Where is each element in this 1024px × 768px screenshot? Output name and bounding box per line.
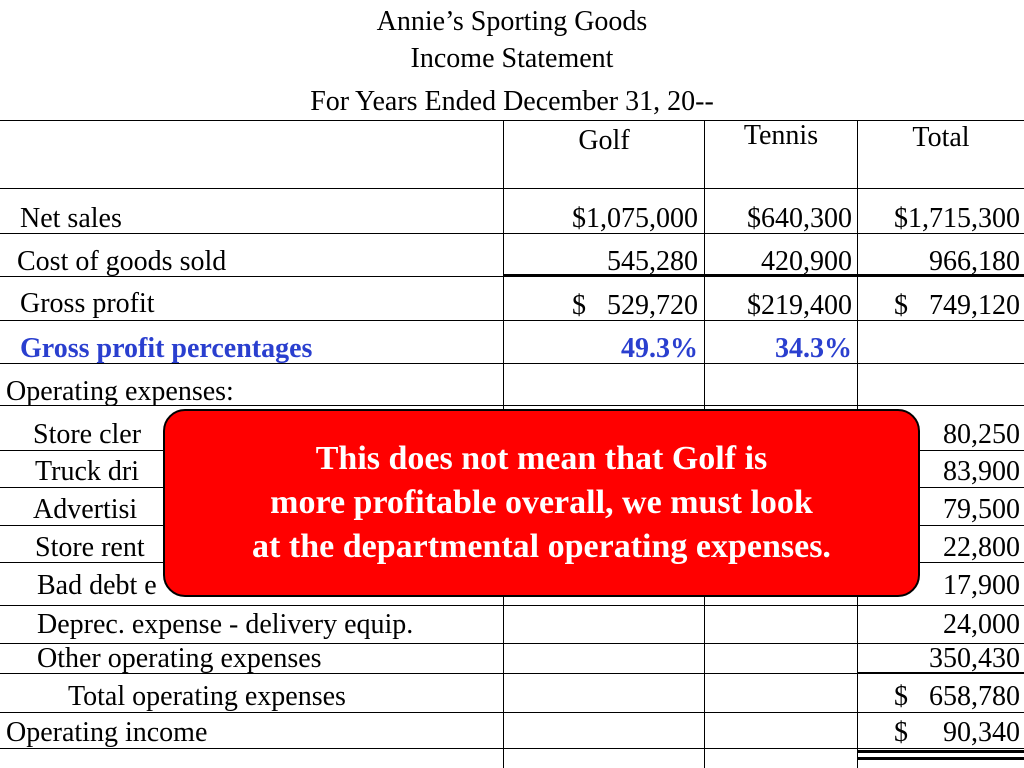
net-sales-total: $1,715,300 — [894, 203, 1020, 234]
company-name: Annie’s Sporting Goods — [376, 6, 648, 37]
row-label-other-operating-expenses: Other operating expenses — [37, 643, 322, 674]
row-label-operating-expenses: Operating expenses: — [6, 376, 234, 407]
other-operating-expenses-total: 350,430 — [929, 643, 1020, 674]
row-label-depreciation: Deprec. expense - delivery equip. — [37, 609, 414, 640]
cogs-tennis: 420,900 — [761, 246, 852, 277]
total-operating-expenses-total: $ 658,780 — [894, 681, 1020, 712]
column-header-tennis: Tennis — [743, 120, 819, 151]
row-label-advertising: Advertisi — [33, 494, 138, 525]
row-divider — [0, 605, 1024, 606]
row-label-cogs: Cost of goods sold — [17, 246, 227, 277]
bad-debt-total: 17,900 — [943, 570, 1020, 601]
row-label-operating-income: Operating income — [6, 717, 208, 748]
table-top-border — [0, 120, 1024, 121]
truck-drivers-total: 83,900 — [943, 456, 1020, 487]
store-clerks-total: 80,250 — [943, 419, 1020, 450]
row-label-gross-profit: Gross profit — [20, 288, 155, 319]
cogs-golf: 545,280 — [607, 246, 698, 277]
row-label-net-sales: Net sales — [20, 203, 122, 234]
row-label-gross-profit-percentages: Gross profit percentages — [20, 333, 313, 364]
row-label-store-clerks: Store cler — [33, 419, 142, 450]
row-label-total-operating-expenses: Total operating expenses — [68, 681, 346, 712]
store-rent-total: 22,800 — [943, 532, 1020, 563]
column-header-total: Total — [912, 122, 970, 153]
row-label-store-rent: Store rent — [35, 532, 145, 563]
double-underline — [858, 757, 1024, 760]
advertising-total: 79,500 — [943, 494, 1020, 525]
cogs-total: 966,180 — [929, 246, 1020, 277]
gross-profit-tennis: $219,400 — [747, 290, 852, 321]
callout-line: This does not mean that Golf is — [315, 440, 768, 477]
statement-period: For Years Ended December 31, 20-- — [310, 86, 714, 117]
column-header-golf: Golf — [578, 125, 630, 156]
callout-line: more profitable overall, we must look — [270, 484, 813, 521]
statement-title: Income Statement — [410, 43, 614, 74]
callout-box — [163, 409, 920, 597]
net-sales-golf: $1,075,000 — [572, 203, 698, 234]
double-underline — [858, 750, 1024, 753]
gross-profit-golf: $ 529,720 — [572, 290, 698, 321]
gp-pct-golf: 49.3% — [621, 333, 698, 364]
callout-line: at the departmental operating expenses. — [252, 528, 831, 565]
gp-pct-tennis: 34.3% — [775, 333, 852, 364]
net-sales-tennis: $640,300 — [747, 203, 852, 234]
gross-profit-total: $ 749,120 — [894, 290, 1020, 321]
row-label-bad-debt: Bad debt e — [37, 570, 157, 601]
row-divider — [0, 188, 1024, 189]
depreciation-total: 24,000 — [943, 609, 1020, 640]
operating-income-total: $ 90,340 — [894, 717, 1020, 748]
row-label-truck-drivers: Truck dri — [35, 456, 139, 487]
